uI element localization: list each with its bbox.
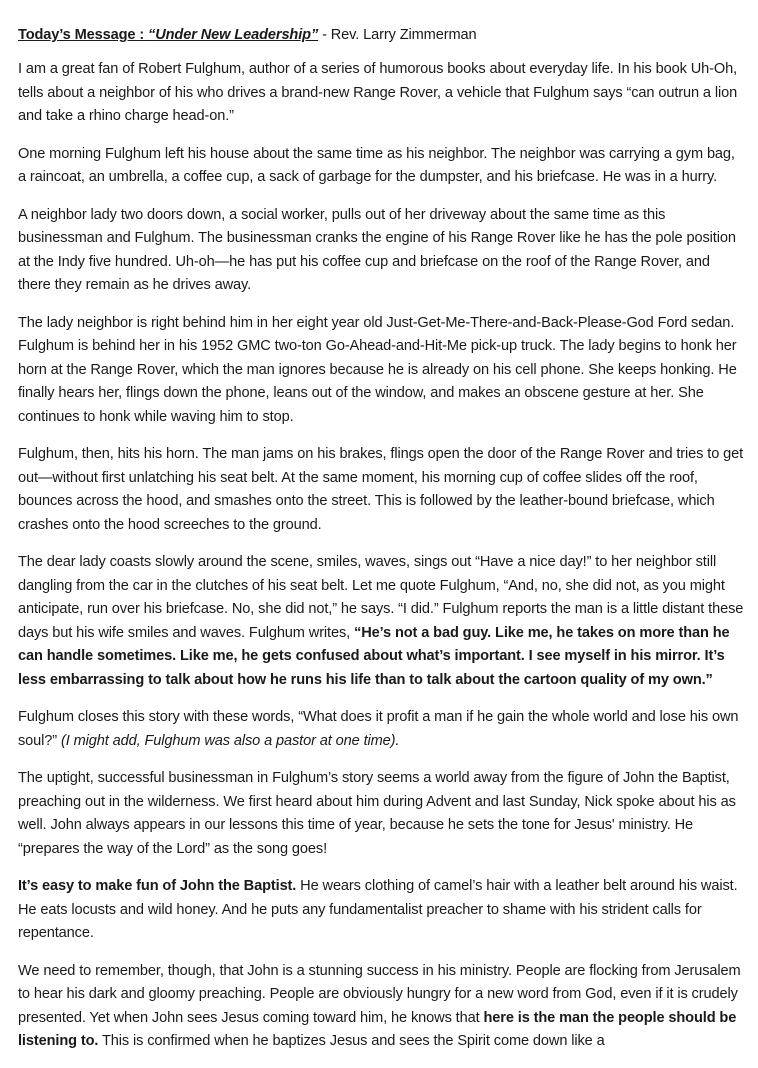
paragraph-8	[18, 767, 744, 861]
paragraph-text-end: This is confirmed when he baptizes Jesus and sees the Spirit come down like a	[98, 1033, 605, 1049]
message-label: Today’s Message :	[18, 27, 149, 43]
paragraph-text: A neighbor lady two doors down, a social worker, pulls out of her driveway about the same time as this businessman and Fulghum. The businessman cranks the engine of his Range Rover like he has the pole position at the Indy five hundred. Uh-oh—he has put his coffee cup and briefcase on the roof of the Range Rover, and there they remain as he drives away.	[18, 206, 736, 293]
paragraph-text: Fulghum closes this story with these words, “What does it profit a man if he gain the whole world and lose his own soul?”	[18, 709, 739, 749]
paragraph-text: Fulghum, then, hits his horn. The man jams on his brakes, flings open the door of the Range Rover and tries to get out—without first unlatching his seat belt. At the same moment, his morning cup of coffee slides off the roof, bounces across the hood, and smashes onto the street. This is followed by the leather-bound briefcase, which crashes onto the hood screeches to the ground.	[18, 446, 744, 533]
fulghum-quote-bold: “He’s not a bad guy. Like me, he takes on more than he can handle sometimes. Like me, he gets confused about what’s important. I see myself in his mirror. It’s less embarrassing to talk about how he runs his life than to talk about the cartoon quality of my own.”	[18, 624, 730, 688]
paragraph-text: We need to remember, though, that John is a stunning success in his ministry. People are flocking from Jerusalem to hear his dark and gloomy preaching. People are obviously hungry for a new word from God, even if it is crudely presented. Yet when John sees Jesus coming toward him, he knows that	[18, 962, 741, 1026]
paragraph-text: The uptight, successful businessman in Fulghum’s story seems a world away from the figure of John the Baptist, preaching out in the wilderness. We first heard about him during Advent and last Sunday, Nick spoke about his as well. John always appears in our lessons this time of year, because he sets the tone for Jesus' ministry. He “prepares the way of the Lord” as the song goes!	[18, 770, 736, 857]
paragraph-text: The dear lady coasts slowly around the scene, smiles, waves, sings out “Have a nice day!” to her neighbor still dangling from the car in the clutches of his seat belt. Let me quote Fulghum, “And, no, she did not, as you might anticipate, run over his briefcase. No, she did not,” he says. “I did.” Fulghum reports the man is a little distant these days but his wife smiles and waves. Fulghum writes,	[18, 554, 744, 641]
man-people-listen-bold: here is the man the people should be listening to.	[18, 1009, 737, 1049]
paragraph-10	[18, 960, 744, 1054]
sermon-title: “Under New Leadership”	[148, 27, 319, 43]
sermon-author: - Rev. Larry Zimmerman	[318, 27, 477, 43]
paragraph-5	[18, 443, 744, 537]
paragraph-text: I am a great fan of Robert Fulghum, author of a series of humorous books about everyday life. In his book Uh-Oh, tells about a neighbor of his who drives a brand-new Range Rover, a vehicle that Fulghum says “can outrun a lion and take a rhino charge head-on.”	[18, 61, 738, 124]
paragraph-text: The lady neighbor is right behind him in her eight year old Just-Get-Me-There-and-Back-Please-God Ford sedan. Fulghum is behind her in his 1952 GMC two-ton Go-Ahead-and-Hit-Me pick-up truck. The lady begins to honk her horn at the Range Rover, which the man ignores because he is already on his cell phone. She keeps honking. He finally hears her, flings down the phone, leans out of the window, and makes an obscene gesture at her. She continues to honk while waving him to stop.	[18, 314, 737, 425]
paragraph-4	[18, 312, 744, 430]
paragraph-6	[18, 551, 744, 692]
pastor-aside-italic: (I might add, Fulghum was also a pastor at one time).	[60, 732, 400, 749]
paragraph-3	[18, 204, 744, 298]
paragraph-9	[18, 875, 744, 946]
john-baptist-lead-bold: It’s easy to make fun of John the Baptist.	[18, 878, 297, 894]
paragraph-2	[18, 143, 744, 190]
paragraph-text: He wears clothing of camel’s hair with a leather belt around his waist. He eats locusts and wild honey. And he puts any fundamentalist preacher to shame with his strident calls for repentance.	[18, 878, 738, 941]
paragraph-1	[18, 58, 744, 129]
sermon-document	[18, 24, 744, 1068]
sermon-heading	[18, 24, 744, 47]
paragraph-7	[18, 706, 744, 753]
paragraph-text: One morning Fulghum left his house about the same time as his neighbor. The neighbor was carrying a gym bag, a raincoat, an umbrella, a coffee cup, a sack of garbage for the dumpster, and his briefcase. He was in a hurry.	[18, 145, 735, 185]
